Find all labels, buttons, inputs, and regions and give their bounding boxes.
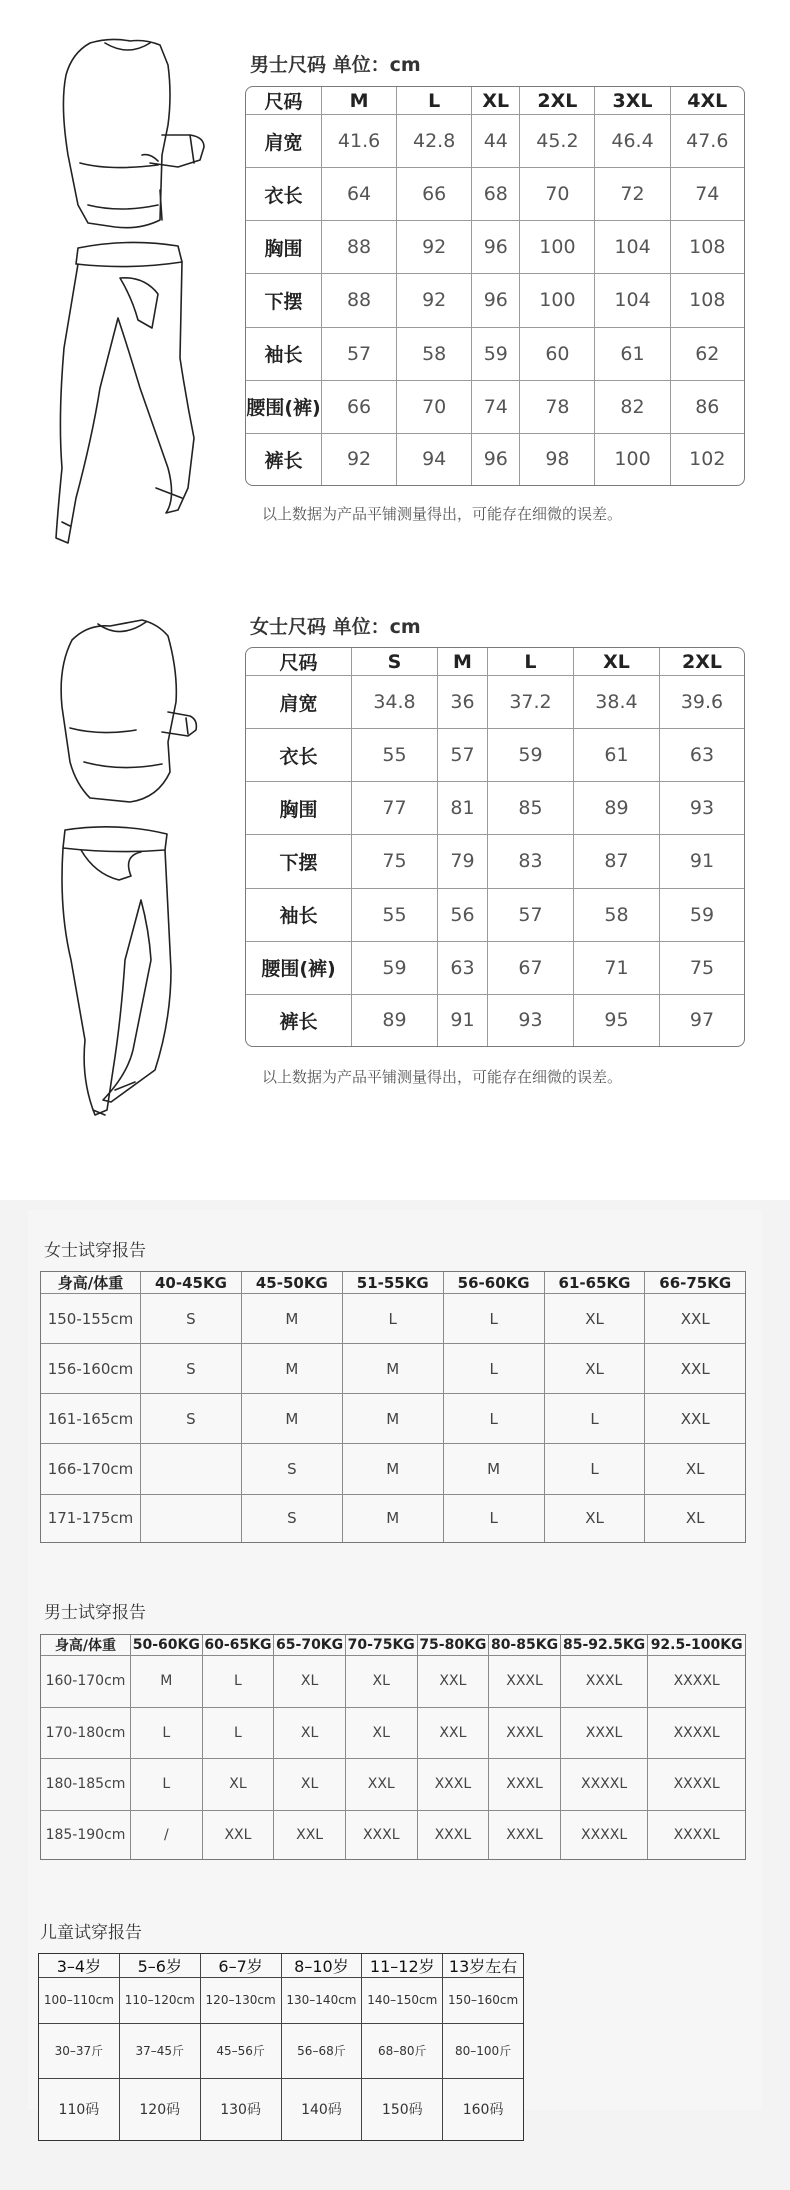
table-cell: M	[343, 1444, 444, 1494]
table-cell: 100	[595, 434, 670, 485]
header-cell: M	[438, 648, 488, 676]
table-cell: 60	[520, 328, 595, 381]
table-cell: XXL	[645, 1394, 745, 1444]
table-cell: 57	[488, 889, 574, 942]
table-cell: 59	[352, 942, 438, 995]
table-cell: XXXL	[418, 1759, 490, 1811]
womens-size-title: 女士尺码 单位：cm	[250, 616, 421, 638]
table-cell: M	[242, 1394, 343, 1444]
table-cell: 140–150cm	[362, 1978, 443, 2024]
table-cell: L	[203, 1656, 275, 1708]
table-cell: 82	[595, 381, 670, 434]
table-cell: 59	[472, 328, 520, 381]
row-label: 胸围	[246, 782, 352, 835]
table-row	[41, 1344, 745, 1394]
mens-size-title: 男士尺码 单位：cm	[250, 54, 421, 76]
table-cell: XXL	[645, 1294, 745, 1344]
table-cell: M	[242, 1294, 343, 1344]
womens-thermal-top-illustration	[50, 612, 210, 812]
mens-size-table	[245, 86, 745, 486]
table-cell: XXXL	[418, 1811, 490, 1860]
row-label: 裤长	[246, 434, 322, 485]
table-cell: 78	[520, 381, 595, 434]
table-cell: XXXXL	[648, 1708, 745, 1760]
row-label: 160-170cm	[41, 1656, 131, 1708]
table-cell: XL	[545, 1294, 646, 1344]
kids-fit-table	[38, 1953, 524, 2141]
table-cell: S	[141, 1294, 242, 1344]
header-cell: XL	[472, 87, 520, 115]
row-label: 161-165cm	[41, 1394, 141, 1444]
table-cell: L	[444, 1495, 545, 1543]
table-cell: 56	[438, 889, 488, 942]
table-cell: XXXXL	[648, 1656, 745, 1708]
table-cell: XXXXL	[648, 1759, 745, 1811]
table-row	[41, 1294, 745, 1344]
table-cell: 34.8	[352, 676, 438, 729]
table-cell	[141, 1444, 242, 1494]
table-cell: 94	[397, 434, 472, 485]
row-label: 185-190cm	[41, 1811, 131, 1860]
table-header-row	[39, 1954, 523, 1978]
table-cell: 38.4	[574, 676, 660, 729]
header-cell: M	[322, 87, 397, 115]
row-label: 裤长	[246, 995, 352, 1046]
table-cell: XXXL	[346, 1811, 418, 1860]
table-cell: 130码	[201, 2079, 282, 2140]
table-cell: 75	[352, 835, 438, 888]
table-cell: XL	[203, 1759, 275, 1811]
table-cell: XXXL	[489, 1811, 561, 1860]
table-cell: 98	[520, 434, 595, 485]
header-cell: 65-70KG	[274, 1635, 346, 1656]
mens-fit-title: 男士试穿报告	[44, 1603, 146, 1623]
table-cell: M	[242, 1344, 343, 1394]
table-cell: 120码	[120, 2079, 201, 2140]
table-cell: XXXL	[561, 1656, 648, 1708]
table-row	[41, 1811, 745, 1860]
table-cell: L	[203, 1708, 275, 1760]
table-row	[246, 381, 744, 434]
table-row	[246, 995, 744, 1046]
table-cell: 160码	[462, 2102, 504, 2119]
table-row	[246, 434, 744, 485]
table-cell: 130–140cm	[282, 1978, 363, 2024]
table-cell: 55	[352, 889, 438, 942]
womens-fit-table	[40, 1271, 746, 1543]
table-cell: M	[343, 1344, 444, 1394]
table-row	[41, 1656, 745, 1708]
table-cell: 30–37斤	[39, 2024, 120, 2079]
table-cell: 120–130cm	[201, 1978, 282, 2024]
header-cell: 11–12岁	[362, 1954, 443, 1978]
table-cell: XL	[274, 1708, 346, 1760]
table-cell: 67	[488, 942, 574, 995]
table-cell: XXL	[203, 1811, 275, 1860]
header-cell: 61-65KG	[545, 1272, 646, 1294]
womens-size-table	[245, 647, 745, 1047]
row-label: 171-175cm	[41, 1495, 141, 1543]
table-cell: XXL	[645, 1344, 745, 1394]
table-cell: 70	[520, 168, 595, 221]
table-cell: XL	[545, 1495, 646, 1543]
row-label: 衣长	[246, 168, 322, 221]
table-cell: /	[131, 1811, 203, 1860]
table-cell: 59	[488, 729, 574, 782]
header-cell: 45-50KG	[242, 1272, 343, 1294]
table-cell: 104	[595, 274, 670, 327]
mens-thermal-top-illustration	[50, 35, 220, 240]
table-cell: 77	[352, 782, 438, 835]
table-cell: 68	[472, 168, 520, 221]
table-cell: XXL	[346, 1759, 418, 1811]
table-cell: L	[444, 1294, 545, 1344]
table-cell: L	[343, 1294, 444, 1344]
table-cell: 74	[671, 168, 744, 221]
table-cell: 95	[574, 995, 660, 1046]
table-cell: 93	[488, 995, 574, 1046]
header-cell: 2XL	[520, 87, 595, 115]
table-cell: L	[131, 1708, 203, 1760]
table-cell: 108	[671, 274, 744, 327]
table-cell: M	[343, 1394, 444, 1444]
table-cell: 110–120cm	[120, 1978, 201, 2024]
row-label: 肩宽	[246, 115, 322, 168]
table-row	[246, 168, 744, 221]
table-cell: 100	[520, 274, 595, 327]
table-header-row	[246, 648, 744, 676]
table-cell: XXXXL	[561, 1811, 648, 1860]
table-cell: 97	[689, 1009, 715, 1032]
header-cell: 60-65KG	[203, 1635, 275, 1656]
table-cell: 63	[660, 729, 744, 782]
table-cell: 91	[660, 835, 744, 888]
header-cell: 6–7岁	[201, 1954, 282, 1978]
table-cell: 58	[397, 328, 472, 381]
table-cell: 96	[472, 274, 520, 327]
table-row	[246, 676, 744, 729]
table-cell: 140码	[282, 2079, 363, 2140]
row-label: 下摆	[246, 274, 322, 327]
header-cell: 5–6岁	[120, 1954, 201, 1978]
table-cell: 85	[488, 782, 574, 835]
table-cell: 74	[472, 381, 520, 434]
table-cell: L	[444, 1394, 545, 1444]
kids-fit-title: 儿童试穿报告	[40, 1923, 142, 1943]
table-cell: 37–45斤	[120, 2024, 201, 2079]
table-cell: 72	[595, 168, 670, 221]
table-cell: 45–56斤	[201, 2024, 282, 2079]
table-cell: 66	[322, 381, 397, 434]
table-row	[41, 1708, 745, 1760]
table-header-row	[41, 1635, 745, 1656]
table-cell: L	[545, 1444, 646, 1494]
table-cell: 37.2	[488, 676, 574, 729]
table-cell: 100–110cm	[39, 1978, 120, 2024]
row-label: 腰围(裤)	[246, 381, 322, 434]
table-row	[41, 1444, 745, 1494]
header-cell: 75-80KG	[418, 1635, 490, 1656]
header-cell: 3XL	[595, 87, 670, 115]
table-cell: M	[343, 1495, 444, 1543]
table-row	[39, 2024, 523, 2079]
row-label: 156-160cm	[41, 1344, 141, 1394]
table-cell: XXL	[418, 1656, 490, 1708]
table-cell: 71	[574, 942, 660, 995]
table-cell: XXXL	[489, 1656, 561, 1708]
row-label: 肩宽	[246, 676, 352, 729]
table-cell: XL	[645, 1444, 745, 1494]
header-cell: 70-75KG	[346, 1635, 418, 1656]
table-cell: M	[444, 1444, 545, 1494]
table-row	[39, 2079, 523, 2140]
table-cell: L	[444, 1344, 545, 1394]
header-cell: 56-60KG	[444, 1272, 545, 1294]
table-row	[246, 221, 744, 274]
table-row	[41, 1394, 745, 1444]
table-cell: 68–80斤	[362, 2024, 443, 2079]
table-cell: 91	[438, 995, 488, 1046]
header-cell: XL	[574, 648, 660, 676]
table-cell: 80–100斤	[443, 2024, 523, 2079]
header-cell: 4XL	[671, 87, 744, 115]
table-row	[246, 729, 744, 782]
header-cell: S	[352, 648, 438, 676]
table-cell: 56–68斤	[282, 2024, 363, 2079]
mens-fit-table	[40, 1634, 746, 1860]
header-cell: 3–4岁	[39, 1954, 120, 1978]
table-cell: 41.6	[322, 115, 397, 168]
header-cell: 51-55KG	[343, 1272, 444, 1294]
header-cell: 身高/体重	[41, 1635, 131, 1656]
table-cell: 96	[472, 434, 520, 485]
mens-measurement-note: 以上数据为产品平铺测量得出，可能存在细微的误差。	[262, 505, 623, 523]
table-cell: 61	[595, 328, 670, 381]
header-cell: 身高/体重	[41, 1272, 141, 1294]
table-cell: 150–160cm	[443, 1978, 523, 2024]
row-label: 衣长	[246, 729, 352, 782]
table-cell: 92	[397, 274, 472, 327]
table-cell: 87	[574, 835, 660, 888]
header-cell: 80-85KG	[489, 1635, 561, 1656]
table-cell: L	[545, 1394, 646, 1444]
table-row	[246, 835, 744, 888]
table-cell: 150码	[362, 2079, 443, 2140]
table-cell: 110码	[39, 2079, 120, 2140]
table-cell: 92	[397, 221, 472, 274]
header-cell: 2XL	[660, 648, 744, 676]
header-cell: 66-75KG	[645, 1272, 745, 1294]
table-cell: 63	[438, 942, 488, 995]
table-cell: 39.6	[660, 676, 744, 729]
table-cell: 79	[438, 835, 488, 888]
table-cell: XXXL	[489, 1759, 561, 1811]
table-row	[39, 1978, 523, 2024]
table-cell: S	[242, 1495, 343, 1543]
womens-measurement-note: 以上数据为产品平铺测量得出，可能存在细微的误差。	[262, 1068, 623, 1086]
table-cell: 93	[660, 782, 744, 835]
header-cell: 尺码	[246, 648, 352, 676]
table-cell: 62	[671, 328, 744, 381]
table-cell: 100	[520, 221, 595, 274]
table-row	[246, 782, 744, 835]
header-cell: 92.5-100KG	[648, 1635, 745, 1656]
table-cell: XXL	[274, 1811, 346, 1860]
table-cell: 104	[595, 221, 670, 274]
table-cell: XXXL	[561, 1708, 648, 1760]
table-cell: L	[131, 1759, 203, 1811]
table-cell: 57	[438, 729, 488, 782]
table-cell: 86	[671, 381, 744, 434]
table-cell: 88	[322, 221, 397, 274]
row-label: 150-155cm	[41, 1294, 141, 1344]
row-label: 腰围(裤)	[246, 942, 352, 995]
row-label: 袖长	[246, 328, 322, 381]
table-row	[246, 115, 744, 168]
table-cell: 96	[472, 221, 520, 274]
table-row	[246, 889, 744, 942]
row-label: 下摆	[246, 835, 352, 888]
table-cell: 75	[660, 942, 744, 995]
row-label: 180-185cm	[41, 1759, 131, 1811]
table-cell: 92	[322, 434, 397, 485]
table-cell: XXXL	[489, 1708, 561, 1760]
table-cell: 88	[322, 274, 397, 327]
table-cell: 61	[574, 729, 660, 782]
table-cell: 89	[352, 995, 438, 1046]
table-cell: 81	[438, 782, 488, 835]
row-label: 胸围	[246, 221, 322, 274]
table-cell: XL	[274, 1759, 346, 1811]
table-cell: 45.2	[520, 115, 595, 168]
table-cell: XXXXL	[561, 1759, 648, 1811]
row-label: 170-180cm	[41, 1708, 131, 1760]
table-cell: 44	[472, 115, 520, 168]
table-cell: 89	[574, 782, 660, 835]
table-row	[246, 274, 744, 327]
table-cell: XXXXL	[673, 1826, 720, 1843]
table-header-row	[246, 87, 744, 115]
table-cell: 57	[322, 328, 397, 381]
table-cell	[141, 1495, 242, 1543]
table-cell: 58	[574, 889, 660, 942]
table-cell: 55	[352, 729, 438, 782]
table-row	[41, 1759, 745, 1811]
mens-long-johns-illustration	[48, 238, 218, 553]
table-cell: 108	[671, 221, 744, 274]
header-cell: 85-92.5KG	[561, 1635, 648, 1656]
table-cell: 83	[488, 835, 574, 888]
table-cell: XL	[545, 1344, 646, 1394]
table-cell: XXL	[418, 1708, 490, 1760]
table-cell: 46.4	[595, 115, 670, 168]
table-cell: 36	[438, 676, 488, 729]
table-cell: 42.8	[397, 115, 472, 168]
table-cell: XL	[685, 1509, 705, 1528]
table-cell: 59	[660, 889, 744, 942]
header-cell: 尺码	[246, 87, 322, 115]
table-cell: 66	[397, 168, 472, 221]
header-cell: L	[488, 648, 574, 676]
table-row	[246, 942, 744, 995]
table-header-row	[41, 1272, 745, 1294]
table-cell: S	[242, 1444, 343, 1494]
table-row	[41, 1495, 745, 1543]
table-cell: XL	[346, 1708, 418, 1760]
table-cell: XL	[274, 1656, 346, 1708]
row-label: 袖长	[246, 889, 352, 942]
header-cell: 50-60KG	[131, 1635, 203, 1656]
header-cell: L	[397, 87, 472, 115]
header-cell: 8–10岁	[282, 1954, 363, 1978]
table-cell: XL	[346, 1656, 418, 1708]
row-label: 166-170cm	[41, 1444, 141, 1494]
womens-long-johns-illustration	[55, 820, 185, 1120]
womens-fit-title: 女士试穿报告	[44, 1241, 146, 1261]
table-cell: S	[141, 1394, 242, 1444]
table-cell: S	[141, 1344, 242, 1394]
table-cell: 102	[689, 448, 726, 471]
table-cell: 64	[322, 168, 397, 221]
table-cell: 47.6	[671, 115, 744, 168]
header-cell: 40-45KG	[141, 1272, 242, 1294]
table-cell: M	[131, 1656, 203, 1708]
table-row	[246, 328, 744, 381]
table-cell: 70	[397, 381, 472, 434]
header-cell: 13岁左右	[443, 1954, 523, 1978]
